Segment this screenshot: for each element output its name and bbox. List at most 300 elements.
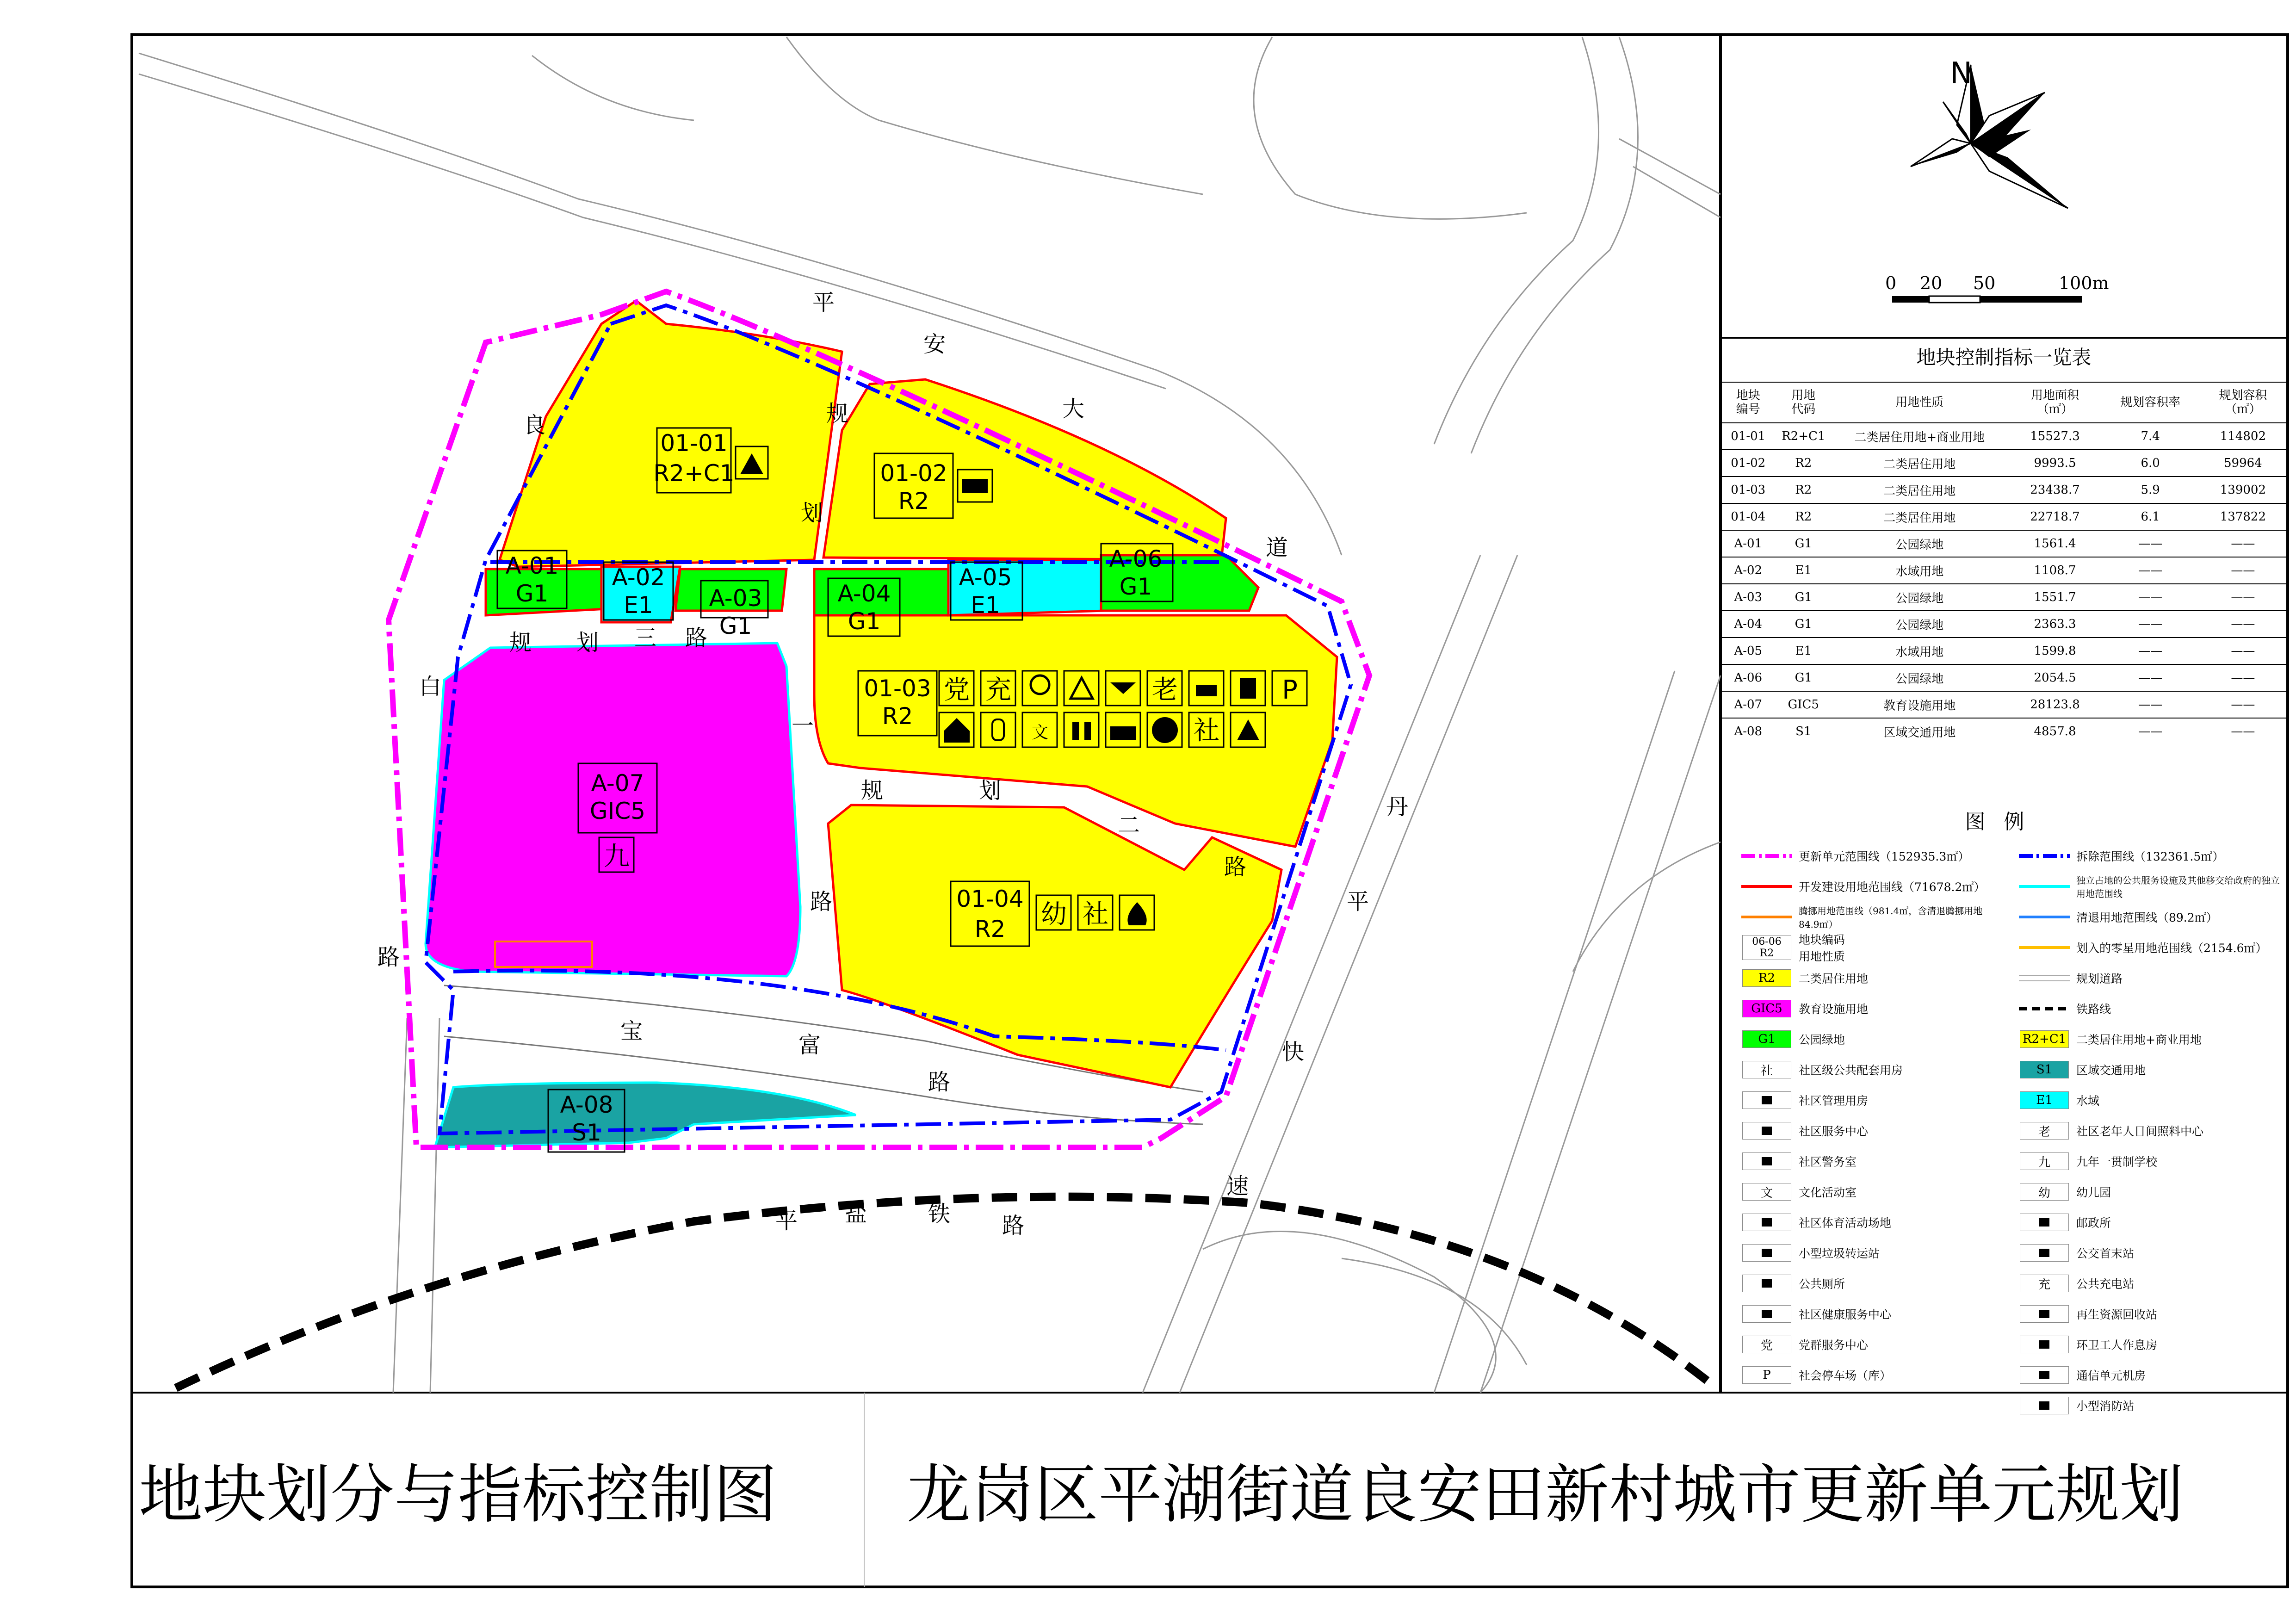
legend-item (2019, 1331, 2157, 1358)
table-row (1720, 423, 2287, 450)
table-cell: 01-04 (1720, 503, 1776, 530)
legend-code: 文 (1742, 1183, 1791, 1201)
legend-label: 幼儿园 (2076, 1186, 2111, 1199)
legend-item (2019, 1147, 2157, 1175)
road-pingan-0: 平 (812, 290, 835, 316)
glyph-kindergarten: 幼 (1041, 899, 1067, 929)
legend-item (2019, 934, 2267, 961)
road-pingan-1: 安 (923, 331, 946, 357)
glyph-symbol (1741, 1335, 1792, 1354)
legend-item (1741, 1147, 1857, 1175)
swatch-magenta-symbol (1741, 999, 1792, 1018)
legend-item (2019, 1392, 2134, 1419)
legend-label: 社会停车场（库） (1799, 1369, 1892, 1382)
legend-item (2019, 995, 2111, 1022)
table-cell: —— (2102, 638, 2199, 664)
glyph-symbol (2019, 1121, 2070, 1140)
legend-label: 公共充电站 (2076, 1277, 2135, 1291)
label-a-07-id: A-07 (591, 770, 644, 797)
table-cell: G1 (1776, 530, 1832, 557)
table-cell: —— (2199, 638, 2287, 664)
legend-item (1741, 1300, 1891, 1328)
table-cell: A-08 (1720, 718, 1776, 744)
table-cell: 水域用地 (1831, 557, 2008, 584)
legend-item (2019, 1361, 2146, 1389)
parcel-a-08[interactable] (435, 1083, 856, 1147)
road-baofu-1: 富 (798, 1032, 821, 1058)
label-01-01-code: R2+C1 (653, 460, 735, 487)
table-cell: 6.1 (2102, 503, 2199, 530)
road-erlu-1: 划 (978, 778, 1002, 804)
swatch-yellow-symbol (2019, 1030, 2070, 1048)
road-sanlu-2: 三 (634, 625, 657, 651)
glyph-parking: P (1282, 675, 1298, 705)
legend-label: 社区管理用房 (1799, 1094, 1869, 1108)
table-cell: —— (2102, 611, 2199, 638)
legend-code: GIC5 (1742, 1000, 1791, 1017)
table-cell: —— (2102, 557, 2199, 584)
legend-item (1741, 1086, 1868, 1114)
legend-label: 环卫工人作息房 (2076, 1338, 2158, 1352)
health-icon (1741, 1305, 1792, 1323)
legend-code (2020, 1305, 2069, 1323)
table-cell: 22718.7 (2008, 503, 2102, 530)
trash-icon (1110, 726, 1136, 740)
label-a-02-id: A-02 (612, 564, 665, 591)
legend-label: 清退用地范围线（89.2㎡） (2076, 911, 2218, 924)
table-cell: 水域用地 (1831, 638, 2008, 664)
legend-label: 九年一贯制学校 (2076, 1155, 2158, 1169)
glyph-party: 党 (944, 675, 970, 705)
house-icon (1741, 1091, 1792, 1109)
road-yilu-3: 路 (810, 889, 833, 915)
road-pingan-3: 道 (1265, 535, 1288, 561)
table-cell: —— (2199, 664, 2287, 691)
table-row (1720, 691, 2287, 718)
table-cell: 二类居住用地 (1831, 477, 2008, 503)
legend-item (2019, 1239, 2134, 1267)
worker-icon (2019, 1335, 2070, 1354)
label-a-01-id: A-01 (505, 552, 559, 579)
bus-icon (2019, 1244, 2070, 1262)
dash-dot-blue-symbol (2019, 847, 2070, 865)
legend-code (1742, 1152, 1791, 1170)
label-a-08-id: A-08 (560, 1091, 613, 1118)
legend-item (1741, 1025, 1845, 1053)
legend-code (2020, 1244, 2069, 1262)
legend-label: 独立占地的公共服务设施及其他移交给政府的独立用地范围线 (2076, 875, 2280, 899)
legend-label: 更新单元范围线（152935.3㎡） (1799, 850, 1970, 863)
table-cell: 6.0 (2102, 450, 2199, 477)
swatch-yellow-symbol (1741, 969, 1792, 987)
legend-label: 地块编码 用地性质 (1799, 933, 1845, 963)
legend-item (2019, 1117, 2203, 1145)
service-icon (1741, 1121, 1792, 1140)
road-symbol (2019, 969, 2070, 987)
legend-code (1742, 1305, 1791, 1323)
legend-item (2019, 1208, 2111, 1236)
table-cell: 二类居住用地+商业用地 (1831, 423, 2008, 450)
road-liangbai-1: 白 (419, 674, 442, 700)
table-row (1720, 664, 2287, 691)
health-icon (1152, 717, 1178, 743)
road-erlu-0: 规 (860, 778, 884, 804)
legend-label: 再生资源回收站 (2076, 1308, 2158, 1321)
table-cell: 114802 (2199, 423, 2287, 450)
legend-label: 公园绿地 (1799, 1033, 1845, 1047)
table-cell: GIC5 (1776, 691, 1832, 718)
legend-item (2019, 873, 2280, 900)
legend-label: 拆除范围线（132361.5㎡） (2076, 850, 2224, 863)
table-cell: —— (2102, 530, 2199, 557)
table-row (1720, 611, 2287, 638)
legend-label: 二类居住用地+商业用地 (2076, 1033, 2202, 1047)
legend-code: E1 (2020, 1091, 2069, 1109)
legend-code: 幼 (2020, 1183, 2069, 1201)
table-cell: 59964 (2199, 450, 2287, 477)
table-row (1720, 530, 2287, 557)
label-a-03-code: G1 (719, 613, 752, 639)
legend-code (2020, 1366, 2069, 1384)
legend-code: 九 (2020, 1152, 2069, 1170)
table-cell: A-06 (1720, 664, 1776, 691)
legend-code: G1 (1742, 1030, 1791, 1048)
road-danping-0: 丹 (1386, 794, 1409, 820)
road-danping-3: 速 (1226, 1173, 1249, 1199)
label-01-02-code: R2 (898, 488, 929, 514)
legend-label: 公共厕所 (1799, 1277, 1845, 1291)
label-a-05-id: A-05 (959, 564, 1012, 591)
legend-code: 党 (1742, 1336, 1791, 1353)
swatch-green-symbol (1741, 1030, 1792, 1048)
table-cell: 139002 (2199, 477, 2287, 503)
glyph-culture: 文 (1031, 723, 1049, 742)
legend-code (2020, 1336, 2069, 1353)
table-cell: 01-01 (1720, 423, 1776, 450)
legend-label: 社区服务中心 (1799, 1125, 1869, 1138)
legend-item (1741, 1208, 1891, 1236)
table-cell: 区域交通用地 (1831, 718, 2008, 744)
table-row (1720, 718, 2287, 744)
table-cell: G1 (1776, 584, 1832, 611)
legend-item (2019, 1025, 2202, 1053)
legend-label: 文化活动室 (1799, 1186, 1857, 1199)
legend-item (1741, 995, 1868, 1022)
table-cell: 7.4 (2102, 423, 2199, 450)
table-cell: —— (2102, 691, 2199, 718)
legend-item (1741, 842, 1969, 870)
line-blue-symbol (2019, 908, 2070, 926)
legend-code: R2 (1742, 969, 1791, 987)
table-cell: R2+C1 (1776, 423, 1832, 450)
swatch-teal-symbol (2019, 1060, 2070, 1079)
legend-code: 充 (2020, 1275, 2069, 1292)
legend-item (1741, 1270, 1845, 1297)
table-cell: 1599.8 (2008, 638, 2102, 664)
project-title: 龙岗区平湖街道良安田新村城市更新单元规划 (907, 1457, 2184, 1532)
road-danping-1: 平 (1346, 889, 1369, 915)
legend-label: 铁路线 (2076, 1003, 2111, 1016)
table-cell: A-02 (1720, 557, 1776, 584)
legend-label: 划入的零星用地范围线（2154.6㎡） (2076, 942, 2267, 955)
scale-label-100m: 100m (2059, 273, 2109, 293)
bus-icon (962, 479, 988, 493)
road-pingyan-3: 路 (1002, 1213, 1025, 1239)
recycle-icon (2019, 1305, 2070, 1323)
label-a-02-code: E1 (624, 592, 653, 619)
line-gold-symbol (2019, 938, 2070, 957)
table-row (1720, 477, 2287, 503)
legend-code: P (1742, 1366, 1791, 1384)
trash-icon (1741, 1244, 1792, 1262)
table-row (1720, 584, 2287, 611)
legend-label: 水域 (2076, 1094, 2100, 1108)
road-yilu-1: 划 (800, 500, 823, 526)
label-01-04-id: 01-04 (956, 886, 1024, 912)
road-pingyan-2: 铁 (928, 1201, 951, 1227)
police-icon (1240, 678, 1256, 699)
legend-code: S1 (2020, 1061, 2069, 1078)
label-01-03-id: 01-03 (864, 675, 931, 702)
road-pingan-2: 大 (1062, 396, 1085, 422)
glyph-symbol (1741, 1060, 1792, 1079)
legend-label: 开发建设用地范围线（71678.2㎡） (1799, 880, 1986, 894)
legend-code (1742, 1214, 1791, 1231)
table-cell: 公园绿地 (1831, 611, 2008, 638)
legend-code (1742, 1122, 1791, 1140)
legend-label: 邮政所 (2076, 1216, 2111, 1230)
telecom-icon (2019, 1366, 2070, 1384)
table-cell: 01-02 (1720, 450, 1776, 477)
legend-label: 社区警务室 (1799, 1155, 1857, 1169)
road-baofu-0: 宝 (620, 1018, 643, 1044)
road-liangbai-0: 良 (523, 412, 546, 438)
road-sanlu-0: 规 (509, 630, 532, 656)
legend-item (1741, 1239, 1880, 1267)
table-cell: —— (2199, 557, 2287, 584)
table-cell: 1108.7 (2008, 557, 2102, 584)
table-header-cell: 规划容积率 (2102, 382, 2199, 423)
road-pingyan-1: 盐 (844, 1201, 867, 1227)
table-cell: —— (2102, 584, 2199, 611)
table-row (1720, 503, 2287, 530)
label-a-05-code: E1 (971, 592, 1000, 619)
legend-label: 教育设施用地 (1799, 1003, 1869, 1016)
table-header-cell: 规划容积 （㎡） (2199, 382, 2287, 423)
table-cell: 137822 (2199, 503, 2287, 530)
legend-code (1742, 1091, 1791, 1109)
table-cell: G1 (1776, 611, 1832, 638)
parcel-code-symbol (1741, 938, 1792, 957)
table-row (1720, 557, 2287, 584)
table-cell: 28123.8 (2008, 691, 2102, 718)
table-cell: —— (2199, 718, 2287, 744)
road-yilu-2: 一 (791, 713, 814, 739)
road-danping-2: 快 (1281, 1039, 1305, 1065)
table-cell: R2 (1776, 477, 1832, 503)
table-cell: 1551.7 (2008, 584, 2102, 611)
legend-label: 小型消防站 (2076, 1400, 2135, 1413)
table-cell: 15527.3 (2008, 423, 2102, 450)
legend-code (2020, 1397, 2069, 1414)
table-cell: —— (2102, 718, 2199, 744)
table-cell: 公园绿地 (1831, 664, 2008, 691)
legend-item (2019, 1086, 2099, 1114)
table-cell: 2363.3 (2008, 611, 2102, 638)
fire-icon (2019, 1396, 2070, 1415)
table-row (1720, 638, 2287, 664)
road-pingyan-0: 平 (775, 1208, 798, 1234)
legend-item (2019, 1270, 2134, 1297)
table-cell: A-04 (1720, 611, 1776, 638)
table-header-cell: 用地 代码 (1776, 382, 1832, 423)
sport-icon (1741, 1213, 1792, 1232)
road-baofu-2: 路 (928, 1069, 951, 1095)
glyph-symbol (2019, 1152, 2070, 1171)
line-red-symbol (1741, 877, 1792, 896)
label-a-06-code: G1 (1119, 573, 1152, 600)
legend-item (1741, 1361, 1891, 1389)
legend-code (2020, 1214, 2069, 1231)
road-sanlu-1: 划 (576, 630, 599, 656)
legend-label: 社区老年人日间照料中心 (2076, 1125, 2204, 1138)
legend-code (1742, 1275, 1791, 1292)
line-orange-symbol (1741, 908, 1792, 926)
legend-item (2019, 1178, 2111, 1206)
side-panel (1720, 37, 2287, 1413)
legend-label: 规划道路 (2076, 972, 2123, 985)
table-cell: —— (2199, 691, 2287, 718)
road-erlu-3: 路 (1224, 854, 1247, 880)
table-cell: —— (2199, 611, 2287, 638)
legend-label: 二类居住用地 (1799, 972, 1869, 985)
worker-icon (1196, 685, 1217, 696)
legend-label: 社区级公共配套用房 (1799, 1064, 1903, 1077)
swatch-cyan-symbol (2019, 1091, 2070, 1109)
label-a-04-id: A-04 (837, 580, 891, 607)
map-title: 地块划分与指标控制图 (139, 1457, 778, 1532)
table-cell: —— (2102, 664, 2199, 691)
table-cell: 2054.5 (2008, 664, 2102, 691)
glyph-elderly: 老 (1152, 675, 1178, 705)
table-cell: 二类居住用地 (1831, 503, 2008, 530)
dash-dot-magenta-symbol (1741, 847, 1792, 865)
police-icon (1741, 1152, 1792, 1171)
table-header-cell: 用地面积 （㎡） (2008, 382, 2102, 423)
table-cell: 23438.7 (2008, 477, 2102, 503)
indicator-table (1720, 382, 2287, 744)
legend-item (1741, 964, 1868, 992)
line-cyan-symbol (2019, 877, 2070, 896)
glyph-symbol (1741, 1366, 1792, 1384)
table-cell: 9993.5 (2008, 450, 2102, 477)
legend-code: 老 (2020, 1122, 2069, 1140)
legend-item (1741, 1056, 1903, 1084)
glyph-symbol (1741, 1183, 1792, 1201)
glyph-symbol (2019, 1274, 2070, 1293)
label-a-08-code: S1 (572, 1119, 601, 1146)
legend-label: 社区体育活动场地 (1799, 1216, 1892, 1230)
table-cell: 4857.8 (2008, 718, 2102, 744)
legend-title: 图例 (1965, 810, 2043, 834)
legend-label: 腾挪用地范围线（981.4㎡，含清退腾挪用地84.9㎡） (1799, 905, 1983, 930)
glyph-community-2: 社 (1083, 899, 1108, 929)
legend-label: 社区健康服务中心 (1799, 1308, 1892, 1321)
legend-label: 通信单元机房 (2076, 1369, 2146, 1382)
road-sanlu-3: 路 (685, 625, 708, 651)
legend-item (1741, 903, 2002, 931)
table-cell: 1561.4 (2008, 530, 2102, 557)
legend-item (1741, 1117, 1868, 1145)
table-cell: A-05 (1720, 638, 1776, 664)
toilet-icon (1741, 1274, 1792, 1293)
table-cell: R2 (1776, 503, 1832, 530)
table-cell: S1 (1776, 718, 1832, 744)
legend-item (2019, 1056, 2146, 1084)
road-liangbai-2: 路 (377, 944, 400, 970)
legend-item (2019, 903, 2218, 931)
glyph-community: 社 (1194, 716, 1219, 746)
legend-code: 社 (1742, 1061, 1791, 1078)
road-yilu-0: 规 (826, 401, 849, 427)
table-cell: R2 (1776, 450, 1832, 477)
table-title: 地块控制指标一览表 (1916, 346, 2092, 369)
parcel-01-04[interactable] (828, 805, 1281, 1087)
legend-item (1741, 1331, 1868, 1358)
table-header-cell: 地块 编号 (1720, 382, 1776, 423)
table-header-row (1720, 382, 2287, 423)
table-cell: —— (2199, 584, 2287, 611)
glyph-symbol (2019, 1183, 2070, 1201)
legend-code: R2+C1 (2020, 1030, 2069, 1048)
legend-item (2019, 1300, 2157, 1328)
table-cell: G1 (1776, 664, 1832, 691)
road-erlu-2: 二 (1117, 812, 1140, 838)
table-cell: E1 (1776, 638, 1832, 664)
table-header-cell: 用地性质 (1831, 382, 2008, 423)
legend-label: 公交首末站 (2076, 1247, 2135, 1260)
north-label: N (1950, 56, 1972, 91)
table-cell: 5.9 (2102, 477, 2199, 503)
table-row (1720, 450, 2287, 477)
glyph-school: 九 (604, 842, 630, 872)
table-cell: —— (2199, 530, 2287, 557)
legend-code (1742, 1244, 1791, 1262)
label-a-03-id: A-03 (709, 585, 762, 612)
table-cell: A-01 (1720, 530, 1776, 557)
legend-item (2019, 842, 2224, 870)
table-cell: 教育设施用地 (1831, 691, 2008, 718)
table-cell: 二类居住用地 (1831, 450, 2008, 477)
post-icon (2019, 1213, 2070, 1232)
table-cell: A-07 (1720, 691, 1776, 718)
rail-symbol (2019, 999, 2070, 1018)
label-01-04-code: R2 (974, 916, 1006, 942)
legend-item (1741, 1178, 1857, 1206)
legend-label: 区域交通用地 (2076, 1064, 2146, 1077)
table-cell: A-03 (1720, 584, 1776, 611)
legend-item (1741, 873, 1985, 900)
legend-item (2019, 964, 2123, 992)
table-cell: 公园绿地 (1831, 584, 2008, 611)
legend-label: 小型垃圾转运站 (1799, 1247, 1880, 1260)
scale-label-20: 20 (1920, 273, 1943, 293)
label-a-07-code: GIC5 (589, 798, 646, 824)
label-a-01-code: G1 (515, 580, 549, 607)
legend-item (1741, 934, 1845, 961)
table-cell: 01-03 (1720, 477, 1776, 503)
scale-label-50: 50 (1973, 273, 1996, 293)
